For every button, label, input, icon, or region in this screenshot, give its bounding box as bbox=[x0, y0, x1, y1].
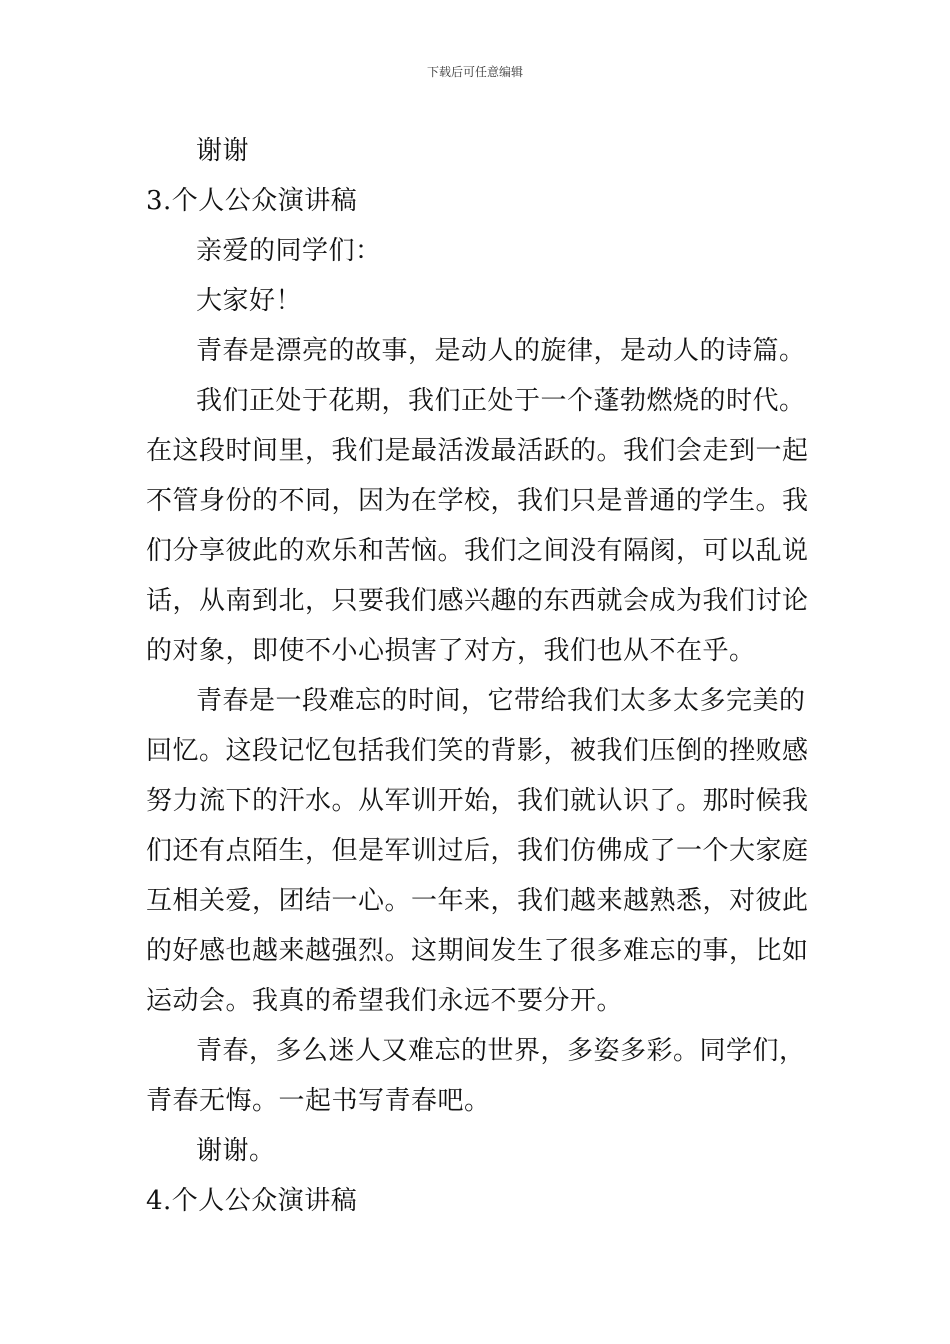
text-line: 话，从南到北，只要我们感兴趣的东西就会成为我们讨论 bbox=[146, 586, 809, 616]
text-line: 谢谢。 bbox=[196, 1136, 276, 1166]
document-body bbox=[146, 126, 814, 1226]
text-line: 努力流下的汗水。从军训开始，我们就认识了。那时候我 bbox=[146, 786, 809, 816]
text-line: 青春是漂亮的故事，是动人的旋律，是动人的诗篇。 bbox=[196, 336, 806, 366]
text-line: 我们正处于花期，我们正处于一个蓬勃燃烧的时代。 bbox=[196, 386, 806, 416]
text-line: 大家好！ bbox=[196, 286, 303, 316]
text-line: 互相关爱，团结一心。一年来，我们越来越熟悉，对彼此 bbox=[146, 886, 809, 916]
text-line: 谢谢 bbox=[196, 136, 250, 166]
text-line: 运动会。我真的希望我们永远不要分开。 bbox=[146, 986, 624, 1016]
text-line: 的对象，即使不小心损害了对方，我们也从不在乎。 bbox=[146, 636, 756, 666]
text-line: 青春无悔。一起书写青春吧。 bbox=[146, 1086, 491, 1116]
text-line: 青春是一段难忘的时间，它带给我们太多太多完美的 bbox=[196, 686, 806, 716]
section-heading: 4.个人公众演讲稿 bbox=[146, 1186, 358, 1216]
text-line: 亲爱的同学们： bbox=[196, 236, 382, 266]
text-line: 回忆。这段记忆包括我们笑的背影，被我们压倒的挫败感 bbox=[146, 736, 809, 766]
text-line: 青春，多么迷人又难忘的世界，多姿多彩。同学们， bbox=[196, 1036, 806, 1066]
text-line: 不管身份的不同，因为在学校，我们只是普通的学生。我 bbox=[146, 486, 809, 516]
text-line: 在这段时间里，我们是最活泼最活跃的。我们会走到一起 bbox=[146, 436, 809, 466]
text-line: 的好感也越来越强烈。这期间发生了很多难忘的事，比如 bbox=[146, 936, 809, 966]
section-heading: 3.个人公众演讲稿 bbox=[146, 186, 358, 216]
page-header: 下载后可任意编辑 bbox=[426, 65, 523, 79]
text-line: 们分享彼此的欢乐和苦恼。我们之间没有隔阂，可以乱说 bbox=[146, 536, 809, 566]
text-line: 们还有点陌生，但是军训过后，我们仿佛成了一个大家庭 bbox=[146, 836, 809, 866]
